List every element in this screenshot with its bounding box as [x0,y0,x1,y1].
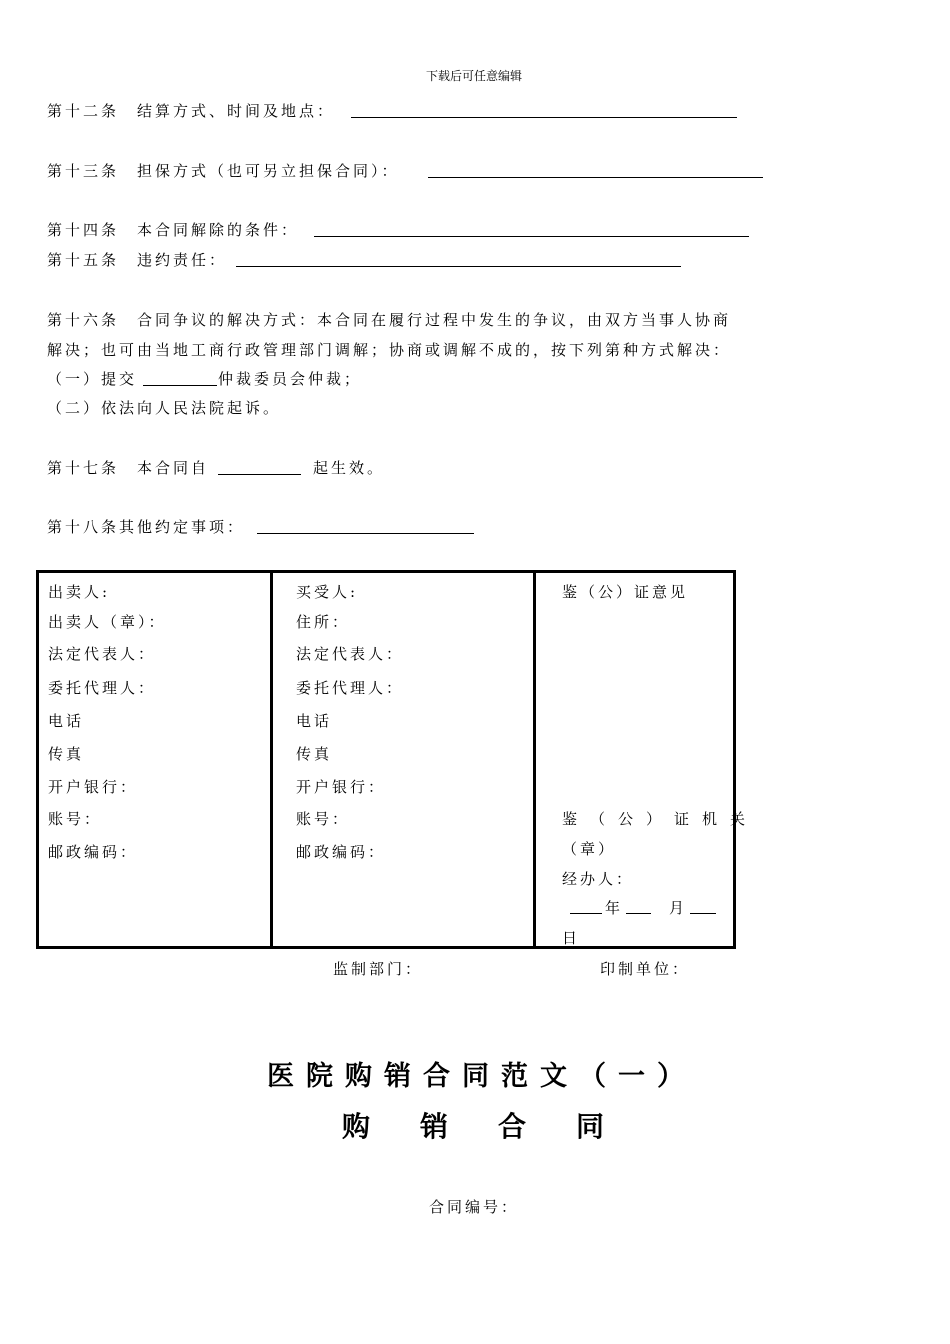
table-divider-2 [533,573,536,946]
clause-16-option-2: （二）依法向人民法院起诉。 [47,399,282,417]
buyer-bank-label: 开户银行： [296,778,387,796]
date-month-blank[interactable] [626,913,651,914]
clause-12-blank[interactable] [351,117,737,118]
date-year-blank[interactable] [570,913,602,914]
clause-15-blank[interactable] [236,266,681,267]
buyer-legal-rep-label: 法定代表人： [296,645,405,663]
clause-18-blank[interactable] [257,533,474,534]
document-subtitle: 购销合同 [342,1110,655,1143]
buyer-address-label: 住所： [296,613,351,631]
seller-account-label: 账号： [48,810,103,828]
table-divider-1 [270,573,273,946]
verification-seal-label: （章） [562,840,617,858]
buyer-agent-label: 委托代理人： [296,679,405,697]
seller-name-label: 出卖人: [48,583,111,601]
clause-14: 第十四条 本合同解除的条件： [47,221,300,239]
document-title: 医院购销合同范文（一） [267,1061,696,1092]
printer-label: 印制单位： [600,960,691,978]
seller-legal-rep-label: 法定代表人： [48,645,157,663]
supervisor-label: 监制部门： [333,960,424,978]
clause-16-line-2: 解决；也可由当地工商行政管理部门调解；协商或调解不成的，按下列第种方式解决： [47,341,732,359]
seller-bank-label: 开户银行： [48,778,139,796]
handler-label: 经办人： [562,870,635,888]
seller-phone-label: 电话 [48,712,85,730]
contract-number-label: 合同编号： [429,1198,520,1216]
clause-16-option-1-prefix: （一）提交 [47,370,138,388]
verification-opinion-label: 鉴（公）证意见 [562,583,689,601]
clause-17-blank[interactable] [218,474,301,475]
clause-17-prefix: 第十七条 本合同自 [47,459,210,477]
buyer-phone-label: 电话 [296,712,333,730]
clause-18: 第十八条其他约定事项： [47,518,246,536]
seller-seal-label: 出卖人（章）： [48,613,167,631]
clause-16-option-1-blank[interactable] [143,385,217,386]
clause-14-blank[interactable] [314,236,749,237]
clause-15: 第十五条 违约责任： [47,251,228,269]
signature-table [36,570,759,949]
date-day-blank[interactable] [690,913,716,914]
page-header: 下载后可任意编辑 [426,69,523,83]
date-month-label: 月 [669,899,688,917]
clause-16-line-1: 第十六条 合同争议的解决方式：本合同在履行过程中发生的争议，由双方当事人协商 [47,311,732,329]
clause-13-blank[interactable] [428,177,763,178]
date-day-label: 日 [562,929,581,947]
buyer-name-label: 买受人: [296,583,359,601]
clause-16-option-1-suffix: 仲裁委员会仲裁； [218,370,363,388]
buyer-postcode-label: 邮政编码： [296,843,387,861]
clause-13: 第十三条 担保方式（也可另立担保合同）： [47,162,400,180]
clause-12: 第十二条 结算方式、时间及地点： [47,102,336,120]
buyer-fax-label: 传真 [296,745,333,763]
seller-agent-label: 委托代理人： [48,679,157,697]
seller-fax-label: 传真 [48,745,85,763]
buyer-account-label: 账号： [296,810,351,828]
clause-17-suffix: 起生效。 [313,459,386,477]
date-year-label: 年 [605,899,624,917]
seller-postcode-label: 邮政编码： [48,843,139,861]
verification-org-label: 鉴（公）证机关 [562,810,759,828]
